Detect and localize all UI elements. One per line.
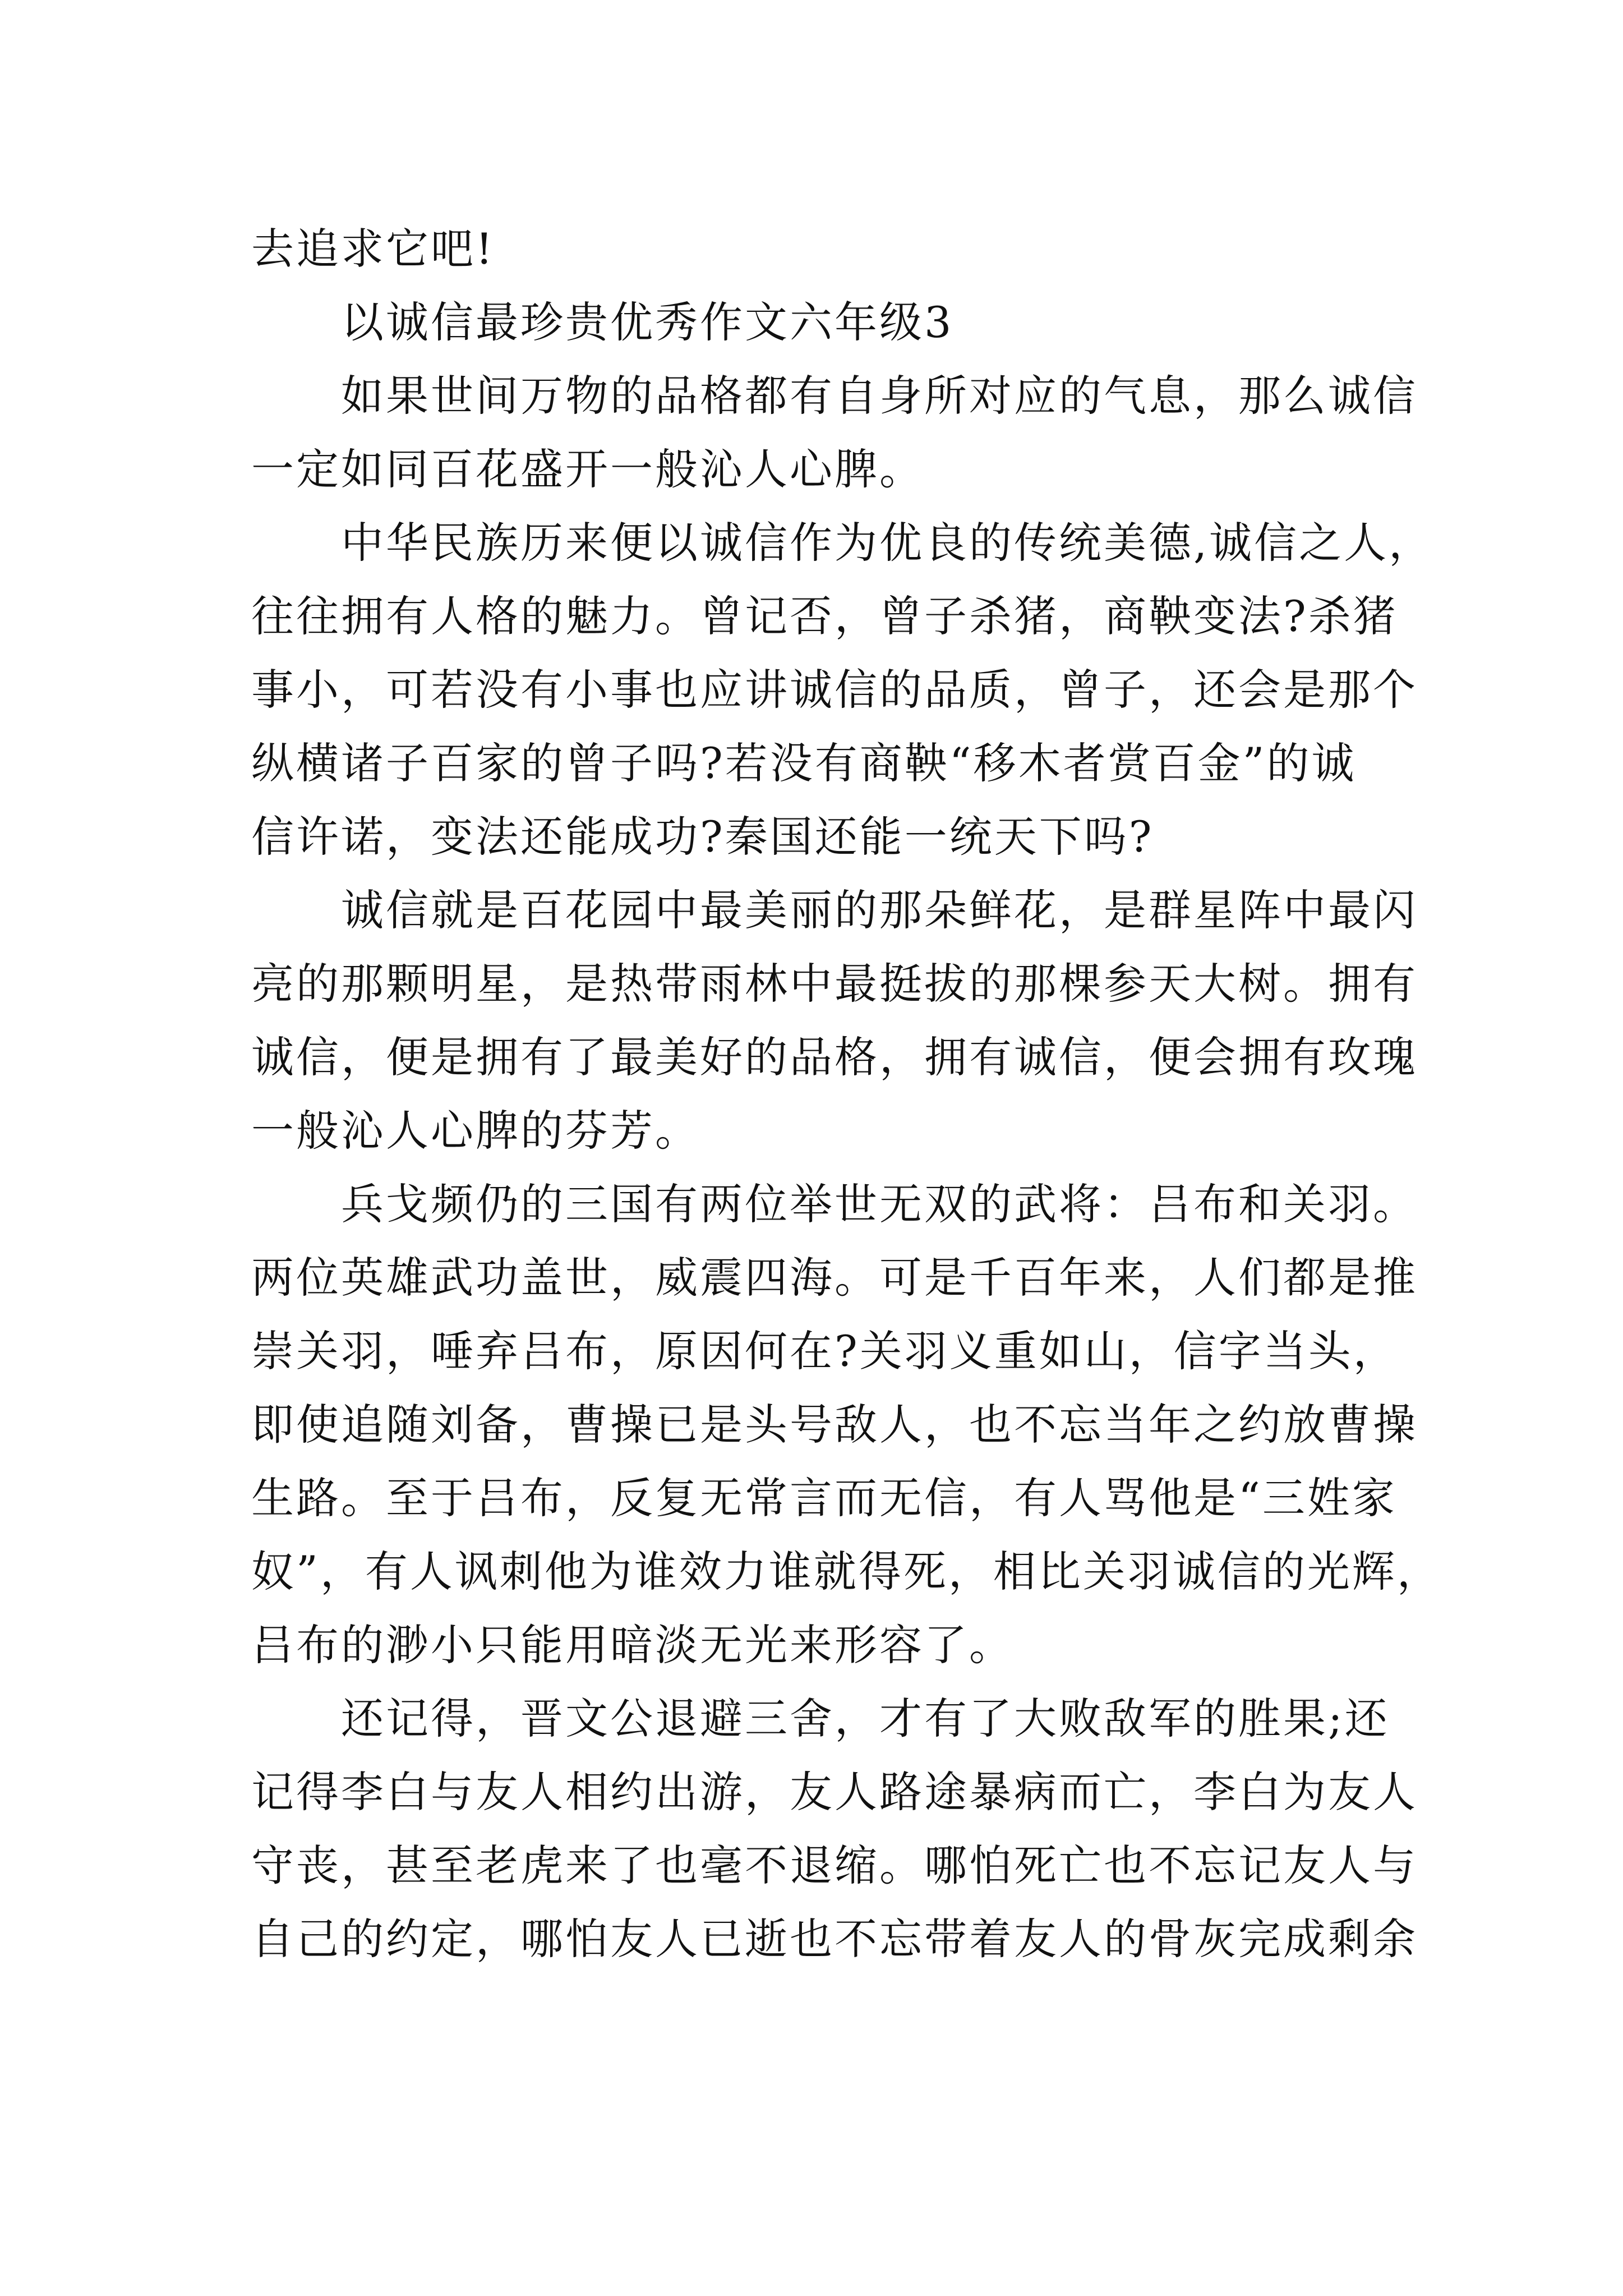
text-line: 奴”，有人讽刺他为谁效力谁就得死，相比关羽诚信的光辉， — [251, 1547, 1442, 1596]
text-line: 自己的约定，哪怕友人已逝也不忘带着友人的骨灰完成剩余 — [251, 1914, 1418, 1964]
text-line: 两位英雄武功盖世，威震四海。可是千百年来，人们都是推 — [251, 1253, 1418, 1303]
essay-title: 以诚信最珍贵优秀作文六年级3 — [341, 297, 954, 347]
text-line: 生路。至于吕布，反复无常言而无信，有人骂他是“三姓家 — [251, 1473, 1397, 1523]
text-line: 如果世间万物的品格都有自身所对应的气息，那么诚信 — [341, 371, 1418, 421]
text-line: 纵横诸子百家的曾子吗?若没有商鞅“移木者赏百金”的诚 — [251, 738, 1357, 788]
text-line: 信许诺，变法还能成功?秦国还能一统天下吗? — [251, 812, 1154, 862]
text-line: 去追求它吧! — [251, 224, 495, 274]
text-line: 一定如同百花盛开一般沁人心脾。 — [251, 444, 924, 494]
text-line: 中华民族历来便以诚信作为优良的传统美德,诚信之人， — [341, 518, 1434, 568]
text-line: 还记得，晋文公退避三舍，才有了大败敌军的胜果;还 — [341, 1694, 1390, 1743]
text-line: 吕布的渺小只能用暗淡无光来形容了。 — [251, 1620, 1014, 1670]
text-line: 诚信就是百花园中最美丽的那朵鲜花，是群星阵中最闪 — [341, 885, 1418, 935]
text-line: 诚信，便是拥有了最美好的品格，拥有诚信，便会拥有玫瑰 — [251, 1032, 1418, 1082]
text-line: 事小，可若没有小事也应讲诚信的品质，曾子，还会是那个 — [251, 665, 1418, 715]
text-line: 记得李白与友人相约出游，友人路途暴病而亡，李白为友人 — [251, 1767, 1418, 1817]
text-line: 往往拥有人格的魅力。曾记否，曾子杀猪，商鞅变法?杀猪 — [251, 591, 1398, 641]
text-line: 兵戈频仍的三国有两位举世无双的武将：吕布和关羽。 — [341, 1179, 1418, 1229]
document-body — [251, 212, 1442, 1976]
text-line: 亮的那颗明星，是热带雨林中最挺拔的那棵参天大树。拥有 — [251, 959, 1418, 1009]
text-line: 崇关羽，唾弃吕布，原因何在?关羽义重如山，信字当头， — [251, 1326, 1398, 1376]
text-line: 即使追随刘备，曹操已是头号敌人，也不忘当年之约放曹操 — [251, 1400, 1418, 1450]
text-line: 一般沁人心脾的芬芳。 — [251, 1106, 700, 1156]
text-line: 守丧，甚至老虎来了也毫不退缩。哪怕死亡也不忘记友人与 — [251, 1841, 1418, 1890]
